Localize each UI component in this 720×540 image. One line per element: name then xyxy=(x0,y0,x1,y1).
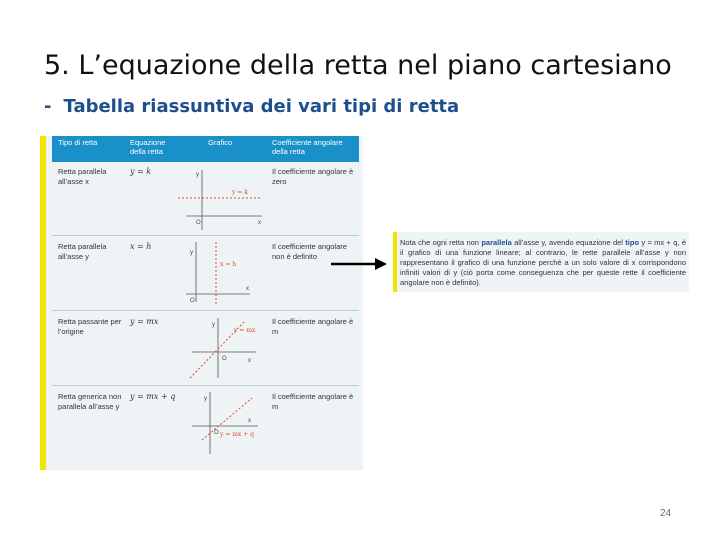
row2-graph-label: x = h xyxy=(220,261,237,268)
slide-title: 5. L’equazione della retta nel piano cartesiano xyxy=(44,50,672,81)
row4-graph-label: y = mx + q xyxy=(220,431,254,438)
origin-label: O xyxy=(222,356,227,362)
row-separator xyxy=(52,385,359,386)
axis-x-label: x xyxy=(258,220,261,226)
origin-label: O xyxy=(214,430,219,436)
row4-graph xyxy=(182,388,264,458)
axis-y-label: y xyxy=(204,396,207,402)
slide-subtitle xyxy=(44,96,459,117)
row2-coefficiente: Il coefficiente angolare non è definito xyxy=(272,242,347,261)
note-text: Nota che ogni retta non parallela all’asse y, avendo equazione del tipo y = mx + q, è il grafico di una funzione lineare; al contrario, le rette parallele all’asse y non rappresentano il grafico di una funzione perché a un solo valore di x corrispondono infiniti valori di y (ciò porta come conseguenza che per queste rette il coefficiente angolare non è definito). xyxy=(400,238,686,287)
header-grafico: Grafico xyxy=(208,138,233,147)
row1-graph-label: y = k xyxy=(232,189,248,196)
table-header xyxy=(52,136,359,162)
row-separator xyxy=(52,235,359,236)
axis-x-label: x xyxy=(248,418,251,424)
page-number: 24 xyxy=(660,508,672,519)
header-equazione: Equazione della retta xyxy=(130,138,166,156)
header-tipo: Tipo di retta xyxy=(58,138,98,147)
row4-coefficiente: Il coefficiente angolare è m xyxy=(272,392,354,411)
header-coefficiente: Coefficiente angolare della retta xyxy=(272,138,343,156)
row-separator xyxy=(52,310,359,311)
note-accent-bar xyxy=(393,232,397,292)
row2-equazione: x = h xyxy=(130,242,152,251)
axis-x-label: x xyxy=(248,358,251,364)
row3-equazione: y = mx xyxy=(130,317,159,326)
row2-graph xyxy=(180,238,260,306)
row1-coefficiente: Il coefficiente angolare è zero xyxy=(272,167,354,186)
table-accent-bar xyxy=(40,136,46,470)
subtitle-text: Tabella riassuntiva dei vari tipi di retta xyxy=(63,96,460,117)
row4-tipo: Retta generica non parallela all’asse y xyxy=(58,392,122,411)
arrow-icon xyxy=(329,254,389,274)
subtitle-dash: - xyxy=(44,96,52,117)
origin-label: O xyxy=(190,298,195,304)
axis-y-label: y xyxy=(196,172,199,178)
axis-x-label: x xyxy=(246,286,249,292)
origin-label: O xyxy=(196,220,201,226)
row4-equazione: y = mx + q xyxy=(130,392,176,401)
row1-tipo: Retta parallela all’asse x xyxy=(58,167,107,186)
row1-graph xyxy=(176,166,266,232)
row1-equazione: y = k xyxy=(130,167,152,176)
row2-tipo: Retta parallela all’asse y xyxy=(58,242,107,261)
axis-y-label: y xyxy=(190,250,193,256)
row3-coefficiente: Il coefficiente angolare è m xyxy=(272,317,354,336)
row3-tipo: Retta passante per l’origine xyxy=(58,317,122,336)
row3-graph xyxy=(182,314,262,382)
axis-y-label: y xyxy=(212,322,215,328)
row3-graph-label: y = mx xyxy=(234,327,256,334)
